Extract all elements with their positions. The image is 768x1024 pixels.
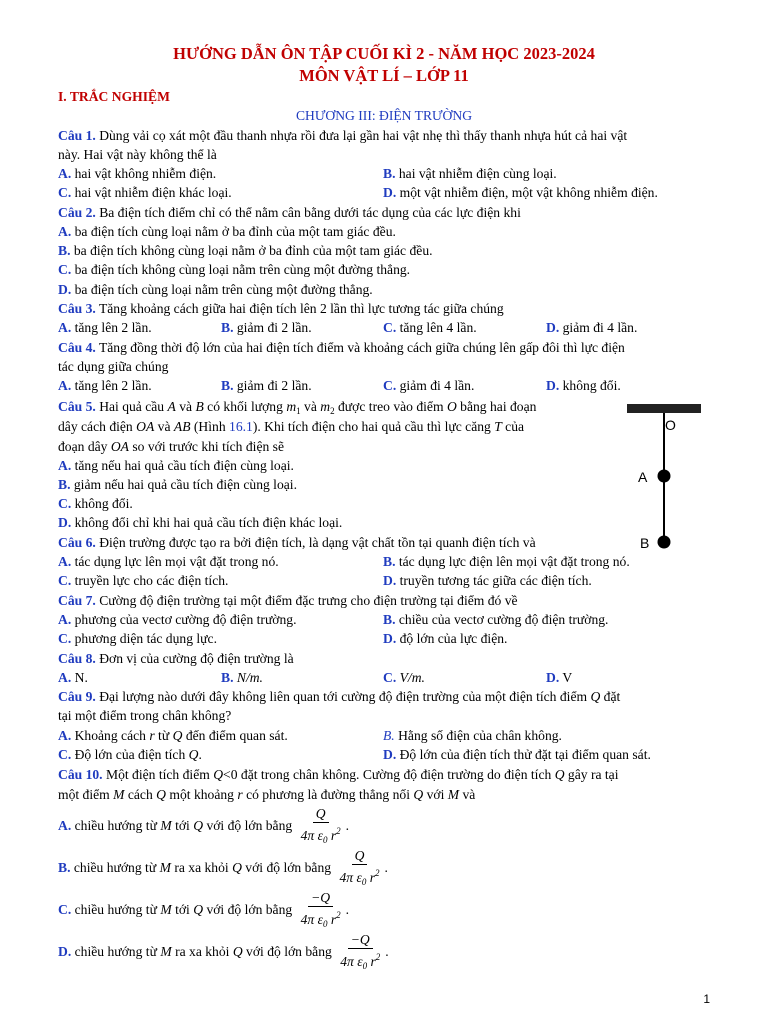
option-row xyxy=(58,184,232,202)
question-text-cont: đoạn dây OA so với trước khi tích điện sẽ xyxy=(58,439,284,454)
question-8 xyxy=(58,650,294,668)
option-text: V xyxy=(562,670,573,685)
option-text: không đổi. xyxy=(74,496,133,511)
option-letter: B. xyxy=(383,728,395,743)
option-text: phương của vectơ cường độ điện trường. xyxy=(74,612,297,627)
question-text: Một điện tích điểm Q<0 đặt trong chân không. Cường độ điện trường do điện tích Q gây ra tại xyxy=(105,767,619,782)
option-row xyxy=(58,553,279,571)
option-text: độ lớn của lực điện. xyxy=(399,631,508,646)
pendulum-figure xyxy=(622,400,702,550)
option-text: ba điện tích không cùng loại nằm trên cùng một đường thẳng. xyxy=(74,262,411,277)
option-row xyxy=(221,377,312,395)
option-text: chiều của vectơ cường độ điện trường. xyxy=(398,612,609,627)
question-text: Cường độ điện trường tại một điểm đặc trưng cho điện trường tại điểm đó về xyxy=(99,593,518,608)
question-label: Câu 7. xyxy=(58,593,96,608)
option-text: N/m. xyxy=(236,670,263,685)
label-a: A xyxy=(638,469,648,485)
option-text: không đổi. xyxy=(562,378,621,393)
ball-b xyxy=(658,536,671,549)
option-text: không đổi chỉ khi hai quả cầu tích điện khác loại. xyxy=(74,515,343,530)
option-text: ba điện tích không cùng loại nằm ở ba đỉnh của một tam giác đều. xyxy=(73,243,433,258)
option-row xyxy=(58,319,152,337)
option-text: tăng lên 2 lần. xyxy=(74,378,152,393)
option-text: giảm đi 4 lần. xyxy=(562,320,638,335)
option-row xyxy=(383,377,474,395)
option-row xyxy=(58,261,410,279)
question-text: Tăng khoảng cách giữa hai điện tích lên 2 lần thì lực tương tác giữa chúng xyxy=(98,301,504,316)
option-letter: B. xyxy=(58,477,71,492)
question-text: Đơn vị của cường độ điện trường là xyxy=(99,651,294,666)
option-letter: D. xyxy=(546,378,560,393)
option-row: C. Độ lớn của điện tích Q. xyxy=(58,747,202,762)
option-row: D. chiều hướng từ M ra xa khỏi Q với độ lớn bằng $\frac{-Q}{4\pi \varepsilon_0 r^2}$ . xyxy=(58,932,389,974)
option-row xyxy=(58,611,297,629)
option-row xyxy=(58,457,294,475)
question-label: Câu 6. xyxy=(58,535,96,550)
option-text: một vật nhiễm điện, một vật không nhiễm điện. xyxy=(399,185,658,200)
option-row: A. Khoảng cách r từ Q đến điểm quan sát. xyxy=(58,728,288,743)
option-row: C. chiều hướng từ M tới Q với độ lớn bằng $\frac{-Q}{4\pi \varepsilon_0 r^2}$ . xyxy=(58,890,349,932)
option-letter: B. xyxy=(383,166,396,181)
option-letter: A. xyxy=(58,612,72,627)
option-letter: C. xyxy=(383,670,397,685)
option-row: D. Độ lớn của điện tích thử đặt tại điểm quan sát. xyxy=(383,747,651,762)
question-3 xyxy=(58,300,504,318)
question-2 xyxy=(58,204,521,222)
option-row xyxy=(58,630,217,648)
ball-a xyxy=(658,470,671,483)
question-5 xyxy=(58,398,536,420)
option-letter: A. xyxy=(58,320,72,335)
option-row xyxy=(58,669,88,687)
option-text: hai vật nhiễm điện cùng loại. xyxy=(398,166,557,181)
option-letter: B. xyxy=(221,378,234,393)
question-label: Câu 4. xyxy=(58,340,96,355)
option-text: giảm nếu hai quả cầu tích điện cùng loại. xyxy=(73,477,297,492)
option-text: hai vật nhiễm điện khác loại. xyxy=(74,185,232,200)
option-letter: D. xyxy=(383,631,397,646)
option-row xyxy=(383,630,507,648)
option-letter: D. xyxy=(58,515,72,530)
option-letter: D. xyxy=(58,944,72,960)
option-row xyxy=(383,184,658,202)
question-text: Ba điện tích điểm chỉ có thể nằm cân bằng dưới tác dụng của các lực điện khi xyxy=(99,205,521,220)
option-row xyxy=(58,476,297,494)
option-row xyxy=(58,572,228,590)
option-row: B. chiều hướng từ M ra xa khỏi Q với độ lớn bằng $\frac{Q}{4\pi \varepsilon_0 r^2}$ . xyxy=(58,848,388,890)
question-9 xyxy=(58,688,620,706)
option-row xyxy=(58,165,216,183)
option-letter: C. xyxy=(58,902,72,918)
option-letter: D. xyxy=(546,320,560,335)
question-text-cont: dây cách điện OA và AB (Hình 16.1). Khi tích điện cho hai quả cầu thì lực căng T của xyxy=(58,419,525,434)
question-text: Dùng vải cọ xát một đầu thanh nhựa rồi đưa lại gần hai vật nhẹ thì thấy thanh nhựa hút cả hai vật xyxy=(99,128,628,143)
option-row xyxy=(383,669,425,687)
formula: $\frac{-Q}{4\pi \varepsilon_0 r^2}$ xyxy=(340,932,381,971)
option-letter: D. xyxy=(383,747,397,762)
question-10 xyxy=(58,766,619,784)
option-letter: A. xyxy=(58,818,72,834)
option-row xyxy=(221,319,312,337)
option-text: giảm đi 2 lần. xyxy=(236,378,312,393)
option-row xyxy=(546,319,637,337)
option-row xyxy=(58,377,152,395)
option-text: giảm đi 4 lần. xyxy=(399,378,475,393)
section-heading: I. TRẮC NGHIỆM xyxy=(58,89,170,104)
option-text: hai vật không nhiễm điện. xyxy=(74,166,217,181)
option-letter: A. xyxy=(58,458,72,473)
option-letter: D. xyxy=(383,185,397,200)
option-row xyxy=(221,669,263,687)
option-row xyxy=(58,514,342,532)
option-text: tác dụng lực điện lên mọi vật đặt trong nó. xyxy=(398,554,630,569)
option-letter: B. xyxy=(221,320,234,335)
option-letter: A. xyxy=(58,670,72,685)
option-letter: C. xyxy=(58,631,72,646)
option-letter: D. xyxy=(546,670,560,685)
option-letter: D. xyxy=(383,573,397,588)
option-text: tác dụng lực lên mọi vật đặt trong nó. xyxy=(74,554,279,569)
option-letter: B. xyxy=(58,243,71,258)
question-label: Câu 8. xyxy=(58,651,96,666)
option-row xyxy=(58,281,373,299)
option-letter: C. xyxy=(58,747,72,762)
label-b: B xyxy=(640,535,650,550)
option-letter: C. xyxy=(58,262,72,277)
option-letter: C. xyxy=(58,573,72,588)
option-text: tăng lên 2 lần. xyxy=(74,320,152,335)
question-7 xyxy=(58,592,518,610)
option-text: V/m. xyxy=(399,670,425,685)
option-row xyxy=(383,611,608,629)
question-text-cont: tác dụng giữa chúng xyxy=(58,359,169,374)
ceiling-support xyxy=(627,404,701,413)
page-subtitle: MÔN VẬT LÍ – LỚP 11 xyxy=(299,66,469,85)
option-row xyxy=(58,495,133,513)
option-text: tăng nếu hai quả cầu tích điện cùng loại. xyxy=(74,458,294,473)
option-letter: D. xyxy=(58,282,72,297)
formula: $\frac{Q}{4\pi \varepsilon_0 r^2}$ xyxy=(339,848,380,887)
formula: $\frac{-Q}{4\pi \varepsilon_0 r^2}$ xyxy=(300,890,341,929)
question-text: Điện trường được tạo ra bởi điện tích, là dạng vật chất tồn tại quanh điện tích và xyxy=(99,535,536,550)
option-letter: C. xyxy=(58,496,72,511)
question-label: Câu 5. xyxy=(58,399,96,414)
question-4 xyxy=(58,339,625,357)
question-label: Câu 2. xyxy=(58,205,96,220)
chapter-heading: CHƯƠNG III: ĐIỆN TRƯỜNG xyxy=(295,108,473,123)
question-text: Tăng đồng thời độ lớn của hai điện tích điểm và khoảng cách giữa chúng lên gấp đôi thì lực điện xyxy=(98,340,625,355)
option-row xyxy=(58,223,396,241)
option-row: A. chiều hướng từ M tới Q với độ lớn bằng $\frac{Q}{4\pi \varepsilon_0 r^2}$ . xyxy=(58,806,349,848)
option-letter: B. xyxy=(58,860,71,876)
option-text: ba điện tích cùng loại nằm ở ba đỉnh của một tam giác đều. xyxy=(74,224,396,239)
option-row xyxy=(383,572,592,590)
option-text: giảm đi 2 lần. xyxy=(236,320,312,335)
option-text: ba điện tích cùng loại nằm trên cùng một đường thẳng. xyxy=(74,282,373,297)
question-label: Câu 9. xyxy=(58,689,96,704)
option-row: B. Hằng số điện của chân không. xyxy=(383,728,562,743)
question-1 xyxy=(58,127,627,145)
question-text: Hai quả cầu A và B có khối lượng $m_1$ và $m_2$ được treo vào điểm O bằng hai đoạn xyxy=(99,399,537,416)
question-label: Câu 10. xyxy=(58,767,103,782)
question-label: Câu 1. xyxy=(58,128,96,143)
option-letter: C. xyxy=(383,320,397,335)
question-text-cont: này. Hai vật này không thể là xyxy=(58,147,217,162)
option-text: truyền lực cho các điện tích. xyxy=(74,573,229,588)
option-row xyxy=(546,377,621,395)
question-text: Đại lượng nào dưới đây không liên quan tới cường độ điện trường của một điện tích điểm Q đặt xyxy=(99,689,621,704)
option-text: tăng lên 4 lần. xyxy=(399,320,477,335)
option-row xyxy=(383,319,477,337)
page-title: HƯỚNG DẪN ÔN TẬP CUỐI KÌ 2 - NĂM HỌC 2023-2024 xyxy=(173,44,595,63)
option-row xyxy=(383,553,630,571)
page-number: 1 xyxy=(703,992,710,1006)
question-6 xyxy=(58,534,536,552)
question-text-cont: tại một điểm trong chân không? xyxy=(58,708,232,723)
label-o: O xyxy=(665,417,676,433)
option-letter: A. xyxy=(58,554,72,569)
option-letter: B. xyxy=(221,670,234,685)
question-text-cont: một điểm M cách Q một khoảng r có phương là đường thẳng nối Q với M và xyxy=(58,787,476,802)
option-row xyxy=(58,242,433,260)
option-letter: B. xyxy=(383,612,396,627)
option-letter: C. xyxy=(58,185,72,200)
option-row xyxy=(383,165,557,183)
option-letter: A. xyxy=(58,378,72,393)
option-letter: A. xyxy=(58,728,72,743)
option-letter: A. xyxy=(58,166,72,181)
question-label: Câu 3. xyxy=(58,301,96,316)
option-letter: B. xyxy=(383,554,396,569)
option-letter: C. xyxy=(383,378,397,393)
option-text: phương diện tác dụng lực. xyxy=(74,631,217,646)
option-text: truyền tương tác giữa các điện tích. xyxy=(399,573,592,588)
option-letter: A. xyxy=(58,224,72,239)
option-text: N. xyxy=(74,670,88,685)
formula: $\frac{Q}{4\pi \varepsilon_0 r^2}$ xyxy=(300,806,341,845)
option-row xyxy=(546,669,572,687)
